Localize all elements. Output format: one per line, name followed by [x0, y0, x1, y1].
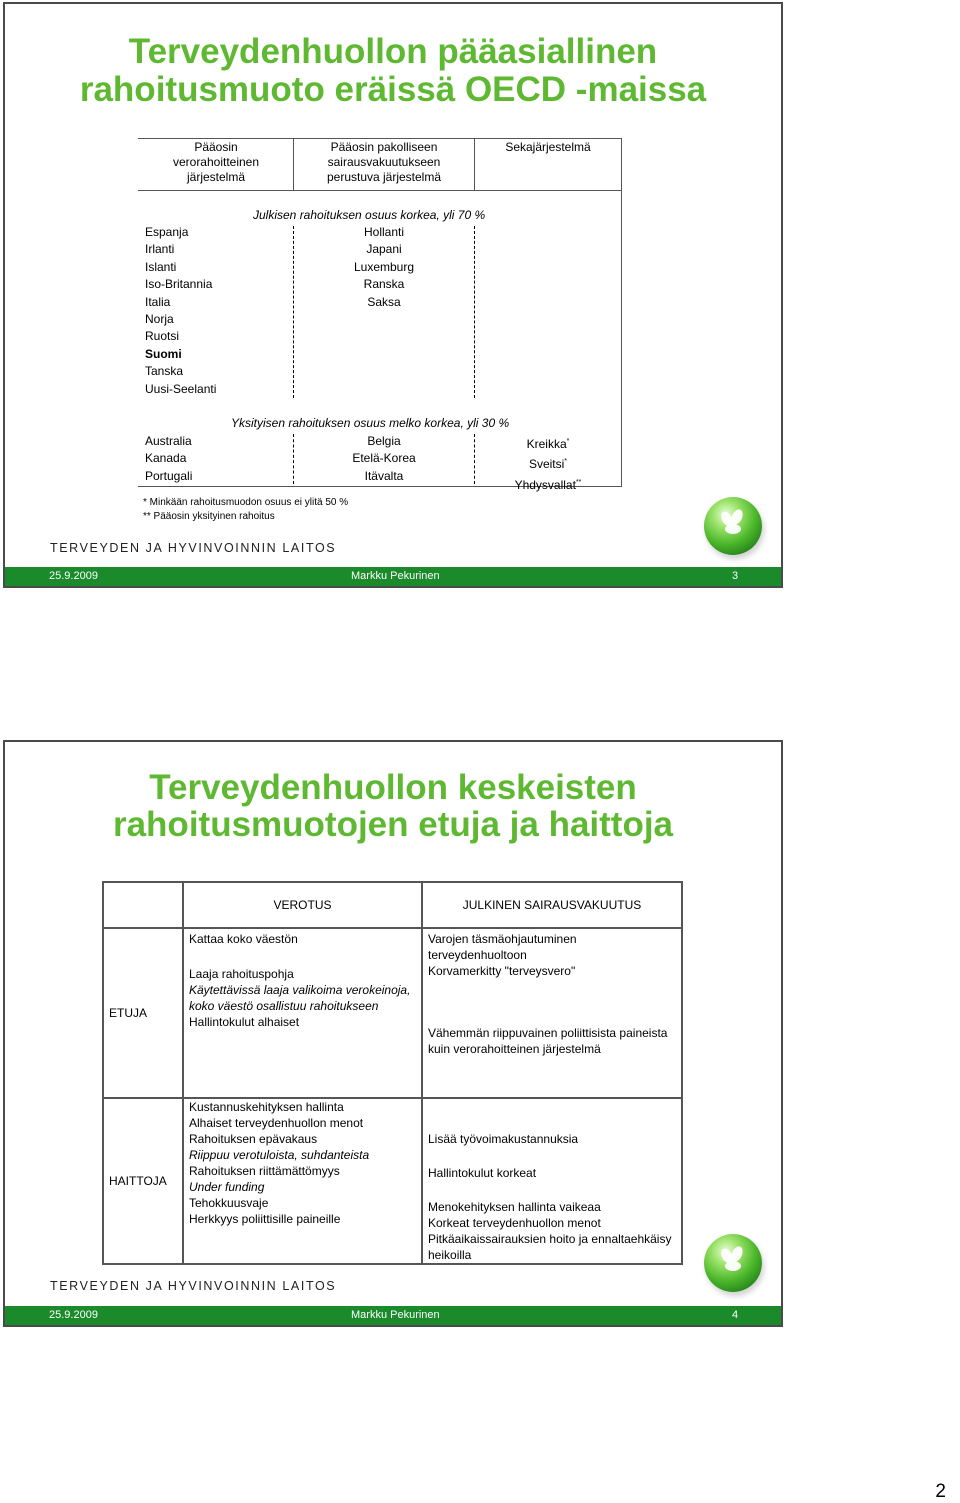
- footer-author: Markku Pekurinen: [351, 570, 440, 582]
- list-item: Varojen täsmäohjautuminen terveydenhuoltoon: [428, 932, 577, 962]
- footer-page-number: 3: [732, 570, 739, 582]
- list-item: Italia: [145, 294, 171, 309]
- header-sekajarjestelma: [476, 140, 620, 155]
- header-line: Pääosin pakolliseen: [330, 140, 438, 154]
- table-top-border: [138, 138, 622, 139]
- table-row-haittoja: [103, 1098, 682, 1264]
- header-line: perustuva järjestelmä: [326, 170, 442, 184]
- dashed-divider-2: [474, 226, 475, 398]
- header-line: Pääosin: [194, 140, 238, 154]
- slide-title-line1: Terveydenhuollon keskeisten: [149, 768, 637, 807]
- list-item: Irlanti: [145, 242, 175, 257]
- pros-cons-table: [102, 881, 683, 1265]
- footnote-mark: **: [575, 478, 582, 486]
- list-item: Menokehityksen hallinta vaikeaa: [428, 1200, 601, 1214]
- list-item: Itävalta: [364, 468, 404, 483]
- list-item: Pitkäaikaissairauksien hoito ja ennaltaehkäisy heikoilla: [428, 1232, 672, 1262]
- list-item: Australia: [145, 434, 192, 448]
- list-item: Rahoituksen epävakaus: [189, 1132, 318, 1146]
- haittoja-vakuutus-cell: [422, 1098, 682, 1264]
- list-item: Riippuu verotuloista, suhdanteista: [189, 1148, 370, 1162]
- thl-logo-text: TERVEYDEN JA HYVINVOINNIN LAITOS: [50, 1279, 337, 1293]
- header-line: verorahoitteinen: [172, 155, 260, 169]
- list-item: Hallintokulut alhaiset: [189, 1015, 300, 1029]
- list-item: Tehokkuusvaje: [189, 1196, 269, 1210]
- footnotes: [143, 496, 348, 524]
- list-item: Japani: [366, 242, 402, 257]
- group1-heading: Julkisen rahoituksen osuus korkea, yli 70 %: [253, 208, 486, 222]
- header-verotus: VEROTUS: [183, 882, 422, 928]
- list-item: Saksa: [367, 294, 401, 309]
- list-item: Ranska: [363, 277, 405, 292]
- header-line: sairausvakuutukseen: [327, 155, 441, 169]
- header-divider-1: [293, 138, 294, 191]
- list-item: Hollanti: [363, 225, 405, 239]
- list-item: Iso-Britannia: [145, 277, 213, 292]
- list-item: Lisää työvoimakustannuksia: [428, 1132, 579, 1146]
- group2-country-list-vakuutus: [295, 433, 473, 485]
- row-label-etuja: ETUJA: [103, 928, 183, 1098]
- group1-country-list-vakuutus: [295, 224, 473, 311]
- footnote: ** Pääosin yksityinen rahoitus: [143, 511, 275, 522]
- table-row-etuja: [103, 928, 682, 1098]
- list-item: Kattaa koko väestön: [189, 932, 298, 946]
- footer-date: 25.9.2009: [49, 1309, 98, 1321]
- slide-title-line2: rahoitusmuoto eräissä OECD -maissa: [79, 70, 707, 109]
- header-divider-2: [474, 138, 475, 191]
- slide-4: [3, 740, 783, 1327]
- list-item: Alhaiset terveydenhuollon menot: [189, 1116, 364, 1130]
- footer-bar: [5, 567, 781, 586]
- header-line: järjestelmä: [186, 170, 246, 184]
- footnote-mark: *: [566, 438, 570, 445]
- slide-title-line1: Terveydenhuollon pääasiallinen: [128, 32, 658, 71]
- footer-page-number: 4: [732, 1309, 739, 1321]
- list-item: Ruotsi: [145, 329, 180, 344]
- list-item: [476, 474, 620, 494]
- header-sairausvakuutus: [295, 140, 473, 185]
- list-item: [476, 453, 620, 473]
- group2-country-list-seka: [476, 433, 620, 494]
- thl-orb-logo-icon: [704, 497, 762, 555]
- list-item: Herkkyys poliittisille paineille: [189, 1212, 341, 1226]
- list-item: Kustannuskehityksen hallinta: [189, 1100, 344, 1114]
- list-item: Espanja: [145, 225, 189, 239]
- document-page-number: 2: [935, 1481, 946, 1502]
- list-item: Korkeat terveydenhuollon menot: [428, 1216, 601, 1230]
- table-header-border: [138, 190, 622, 191]
- list-item-suomi: Suomi: [145, 346, 182, 361]
- header-line: Sekajärjestelmä: [505, 140, 591, 154]
- list-item: Laaja rahoituspohja: [189, 967, 294, 981]
- dashed-divider-4: [474, 434, 475, 484]
- group1-country-list-vero: [145, 224, 216, 398]
- table-corner-cell: [103, 882, 183, 928]
- footnote-mark: *: [564, 458, 568, 466]
- list-item: Tanska: [145, 364, 184, 379]
- list-item: Kanada: [145, 451, 187, 466]
- list-item: Vähemmän riippuvainen poliittisista paineista kuin verorahoitteinen järjestelmä: [428, 1026, 668, 1056]
- row-label-haittoja: HAITTOJA: [103, 1098, 183, 1264]
- etuja-vakuutus-cell: [422, 928, 682, 1098]
- list-item: Norja: [145, 312, 174, 327]
- header-verorahoitteinen: [140, 140, 292, 185]
- country-name: Sveitsi: [528, 457, 565, 472]
- header-julkinen-sairausvakuutus: JULKINEN SAIRAUSVAKUUTUS: [422, 882, 682, 928]
- list-item: Rahoituksen riittämättömyys: [189, 1164, 340, 1178]
- list-item: Etelä-Korea: [352, 451, 416, 466]
- group2-country-list-vero: [145, 433, 192, 485]
- list-item: Korvamerkitty "terveysvero": [428, 964, 576, 978]
- footnote: * Minkään rahoitusmuodon osuus ei ylitä 50 %: [143, 497, 349, 508]
- list-item: Belgia: [367, 434, 401, 448]
- haittoja-verotus-cell: [183, 1098, 422, 1264]
- list-item: Uusi-Seelanti: [145, 381, 217, 396]
- list-item: Portugali: [145, 468, 193, 483]
- thl-logo-text: TERVEYDEN JA HYVINVOINNIN LAITOS: [50, 541, 337, 555]
- slide-3: [3, 2, 783, 588]
- list-item: [476, 433, 620, 453]
- country-name: Kreikka: [526, 437, 567, 451]
- etuja-verotus-cell: [183, 928, 422, 1098]
- footer-date: 25.9.2009: [49, 570, 98, 582]
- list-item: Hallintokulut korkeat: [428, 1166, 537, 1180]
- group2-heading: Yksityisen rahoituksen osuus melko korkea, yli 30 %: [231, 416, 510, 430]
- list-item: Luxemburg: [353, 259, 415, 274]
- table-right-border: [621, 138, 622, 487]
- list-item: Under funding: [189, 1180, 265, 1194]
- list-item: Käytettävissä laaja valikoima verokeinoja, koko väestö osallistuu rahoitukseen: [189, 983, 411, 1013]
- list-item: Islanti: [145, 259, 177, 274]
- slide-title-line2: rahoitusmuotojen etuja ja haittoja: [112, 805, 674, 844]
- dashed-divider-3: [293, 434, 294, 484]
- country-name: Yhdysvallat: [514, 477, 576, 492]
- table-header-row: [103, 882, 682, 928]
- footer-author: Markku Pekurinen: [351, 1309, 440, 1321]
- footer-bar: [5, 1306, 781, 1325]
- dashed-divider-1: [293, 226, 294, 398]
- thl-orb-logo-icon: [704, 1234, 762, 1292]
